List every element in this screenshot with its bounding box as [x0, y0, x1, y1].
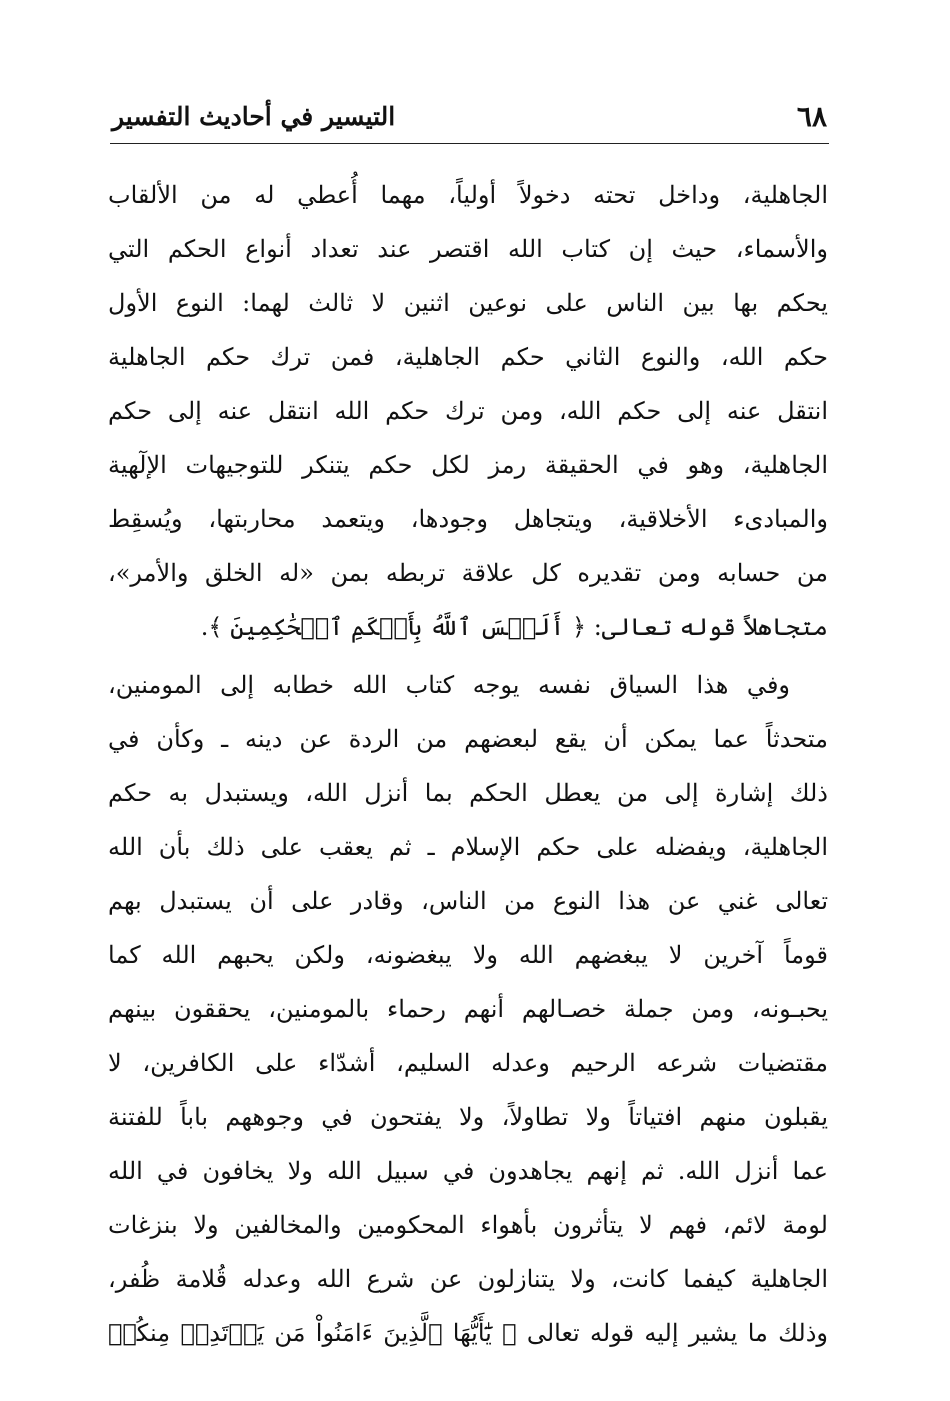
text-line: مقتضيات شرعه الرحيم وعدله السليم، أشدّاء على الكافرين، لا	[108, 1049, 828, 1077]
text-line: الجاهلية، وداخل تحته دخولاً أولياً، مهما أُعطي له من الألقاب	[108, 181, 828, 209]
text-line: يقبلون منهم افتياتاً ولا تطاولاً، ولا يفتحون في وجوههم باباً للفتنة	[108, 1103, 828, 1131]
text-line: من حسابه ومن تقديره كل علاقة تربطه بمن «له الخلق والأمر»،	[108, 559, 828, 587]
text-line: الجاهلية، وهو في الحقيقة رمز لكل حكم يتنكر للتوجيهات الإلٓهية	[108, 451, 828, 479]
paragraph-2	[108, 658, 828, 1360]
text-line: لومة لائم، فهم لا يتأثرون بأهواء المحكومين والمخالفين ولا بنزغات	[108, 1211, 828, 1239]
text-line: عما أنزل الله. ثم إنهم يجاهدون في سبيل الله ولا يخافون في الله	[108, 1157, 828, 1185]
text-line: والأسماء، حيث إن كتاب الله اقتصر عند تعداد أنواع الحكم التي	[108, 235, 828, 263]
paragraph-1	[108, 168, 828, 654]
text-line: يحكم بها بين الناس على نوعين اثنين لا ثالث لهما: النوع الأول	[108, 289, 828, 317]
text-line: قوماً آخرين لا يبغضهم الله ولا يبغضونه، ولكن يحبهم الله كما	[108, 941, 828, 969]
text-line: وفي هذا السياق نفسه يوجه كتاب الله خطابه إلى المومنين،	[108, 671, 790, 699]
page-number: ٦٨	[796, 100, 827, 133]
running-title: التيسير في أحاديث التفسير	[112, 102, 396, 131]
quran-verse-line: وذلك ما يشير إليه قوله تعالى ﴿ يَٰٓأَيُّهَا ٱلَّذِينَ ءَامَنُواْ مَن يَرۡتَدِدۡ مِنكُمۡ	[108, 1319, 828, 1347]
text-line: يحبـونه، ومن جملة خصـالهم أنهم رحماء بالمومنين، يحققون بينهم	[108, 995, 828, 1023]
text-line: انتقل عنه إلى حكم الله، ومن ترك حكم الله انتقل عنه إلى حكم	[108, 397, 828, 425]
text-line: والمبادىء الأخلاقية، ويتجاهل وجودها، ويتعمد محاربتها، ويُسقِط	[108, 505, 828, 533]
text-line: الجاهلية، ويفضله على حكم الإسلام ـ ثم يعقب على ذلك بأن الله	[108, 833, 828, 861]
text-line: ذلك إشارة إلى من يعطل الحكم بما أنزل الله، ويستبدل به حكم	[108, 779, 828, 807]
text-line: الجاهلية كيفما كانت، ولا يتنازلون عن شرع الله وعدله قُلامة ظُفر،	[108, 1265, 828, 1293]
page-header	[112, 98, 827, 140]
text-line: تعالى غني عن هذا النوع من الناس، وقادر على أن يستبدل بهم	[108, 887, 828, 915]
text-line: متحدثاً عما يمكن أن يقع لبعضهم من الردة عن دينه ـ وكأن في	[108, 725, 828, 753]
header-divider	[110, 143, 829, 144]
text-line: حكم الله، والنوع الثاني حكم الجاهلية، فمن ترك حكم الجاهلية	[108, 343, 828, 371]
quran-verse-line: متجاهلاً قوله تعالى: ﴿ أَلَيۡسَ ٱللَّهُ بِأَحۡكَمِ ٱلۡحَٰكِمِينَ ﴾.	[200, 613, 828, 641]
